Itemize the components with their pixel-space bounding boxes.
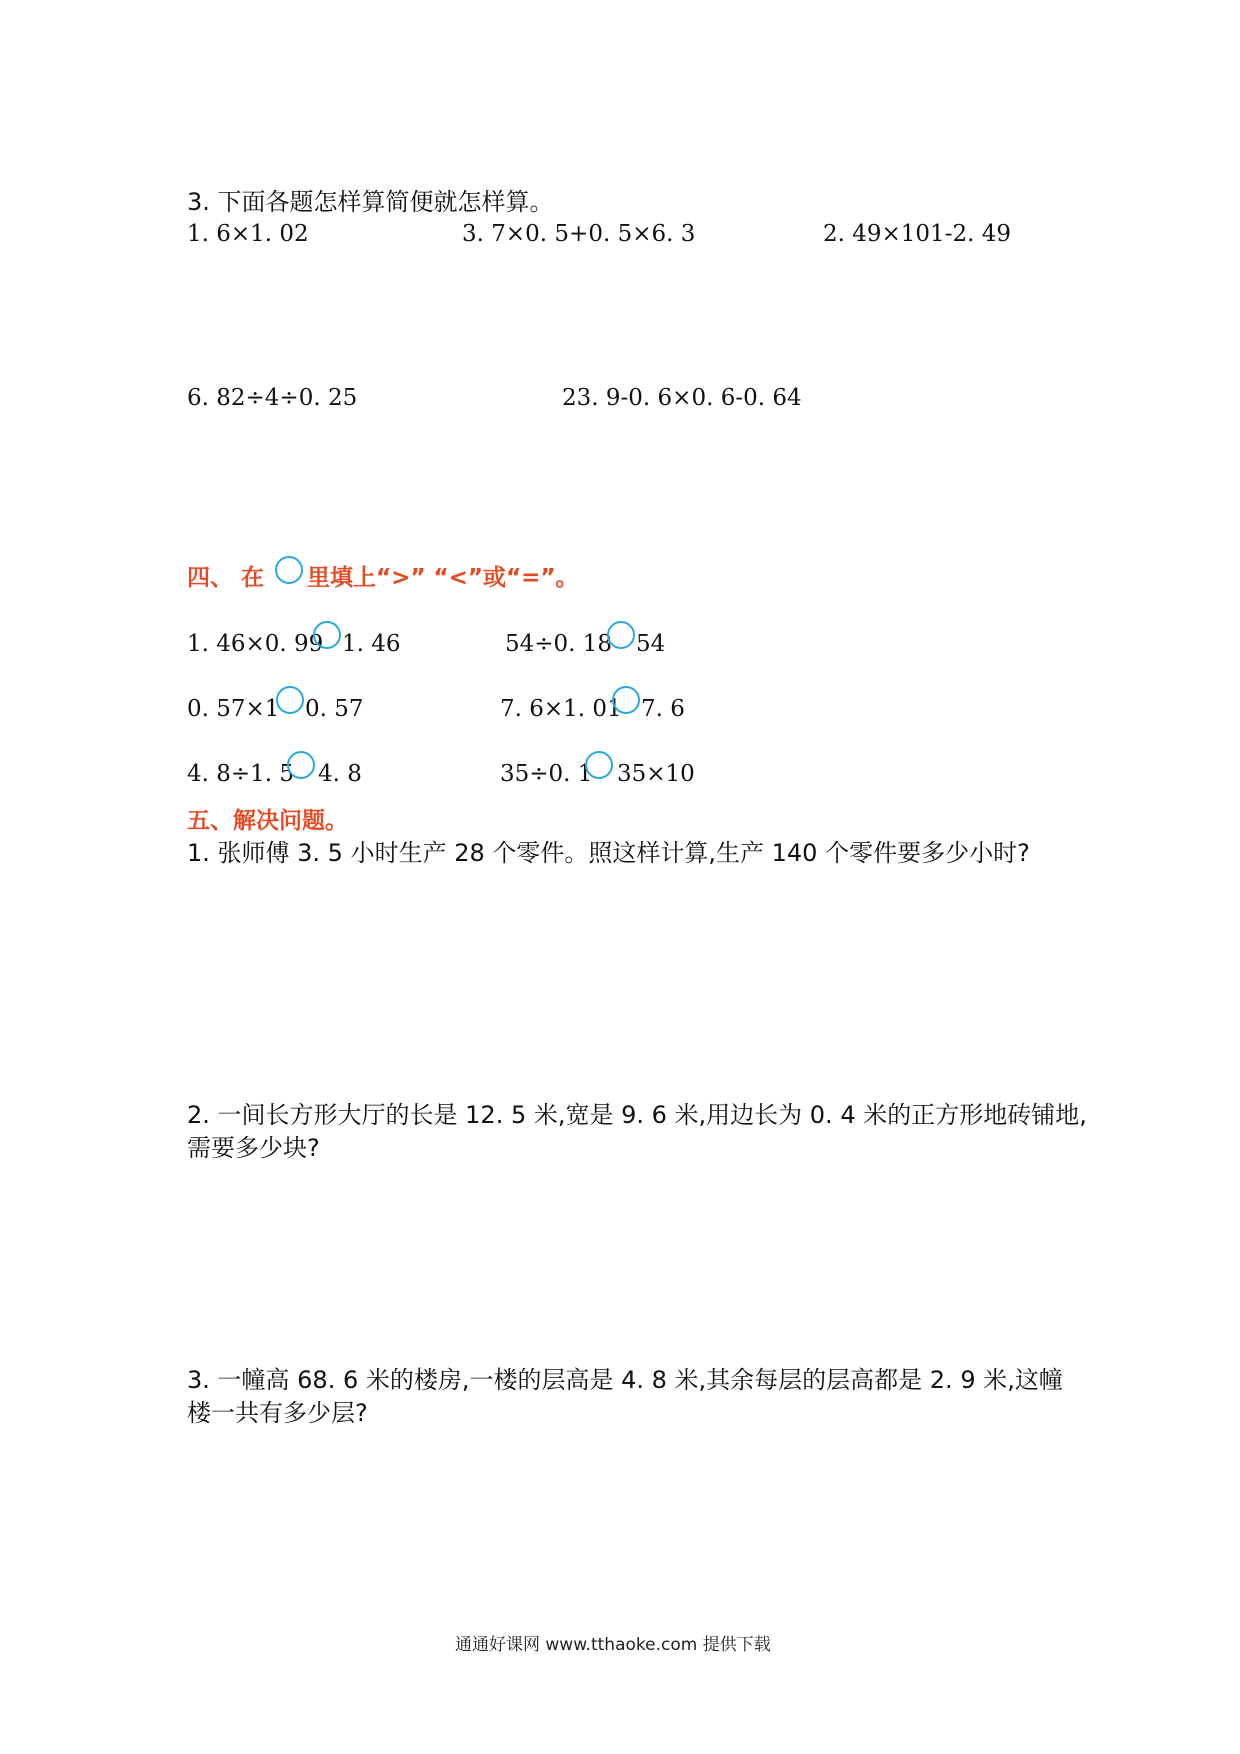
compare-item-6-right: 35×10 xyxy=(617,761,695,787)
compare-item-2-right: 54 xyxy=(636,631,666,657)
section5-title: 五、解决问题。 xyxy=(187,808,348,834)
section4-title-a: 四、 在 xyxy=(187,565,265,591)
section3-title: 3. 下面各题怎样算简便就怎样算。 xyxy=(187,188,554,216)
compare-item-5-left: 4. 8÷1. 5 xyxy=(187,761,295,787)
compare-circle-icon[interactable] xyxy=(612,686,640,714)
question-1: 1. 张师傅 3. 5 小时生产 28 个零件。照这样计算,生产 140 个零件要多少小时? xyxy=(187,839,1030,867)
compare-circle-icon[interactable] xyxy=(585,751,613,779)
compare-circle-icon xyxy=(275,556,303,584)
question-3-line-2: 楼一共有多少层? xyxy=(187,1399,368,1427)
expr-4: 6. 82÷4÷0. 25 xyxy=(187,385,358,411)
compare-item-4-right: 7. 6 xyxy=(641,696,685,722)
compare-item-2-left: 54÷0. 18 xyxy=(505,631,613,657)
expr-5: 23. 9-0. 6×0. 6-0. 64 xyxy=(562,385,802,411)
expr-2: 3. 7×0. 5+0. 5×6. 3 xyxy=(462,221,696,247)
expr-3: 2. 49×101-2. 49 xyxy=(823,221,1011,247)
expr-1: 1. 6×1. 02 xyxy=(187,221,309,247)
compare-item-3-right: 0. 57 xyxy=(305,696,364,722)
compare-circle-icon[interactable] xyxy=(276,686,304,714)
question-3-line-1: 3. 一幢高 68. 6 米的楼房,一楼的层高是 4. 8 米,其余每层的层高都是 2. 9 米,这幢 xyxy=(187,1366,1063,1394)
compare-circle-icon[interactable] xyxy=(607,621,635,649)
compare-circle-icon[interactable] xyxy=(287,751,315,779)
footer-source: 通通好课网 www.tthaoke.com 提供下载 xyxy=(455,1635,771,1655)
section4-title-b: 里填上“>” “<”或“=”。 xyxy=(307,565,579,591)
compare-item-3-left: 0. 57×1 xyxy=(187,696,280,722)
compare-item-1-left: 1. 46×0. 99 xyxy=(187,631,324,657)
question-2-line-2: 需要多少块? xyxy=(187,1134,320,1162)
compare-item-6-left: 35÷0. 1 xyxy=(500,761,593,787)
compare-item-5-right: 4. 8 xyxy=(318,761,362,787)
compare-item-1-right: 1. 46 xyxy=(342,631,401,657)
question-2-line-1: 2. 一间长方形大厅的长是 12. 5 米,宽是 9. 6 米,用边长为 0. 4 米的正方形地砖铺地, xyxy=(187,1101,1087,1129)
compare-item-4-left: 7. 6×1. 01 xyxy=(500,696,622,722)
compare-circle-icon[interactable] xyxy=(313,621,341,649)
